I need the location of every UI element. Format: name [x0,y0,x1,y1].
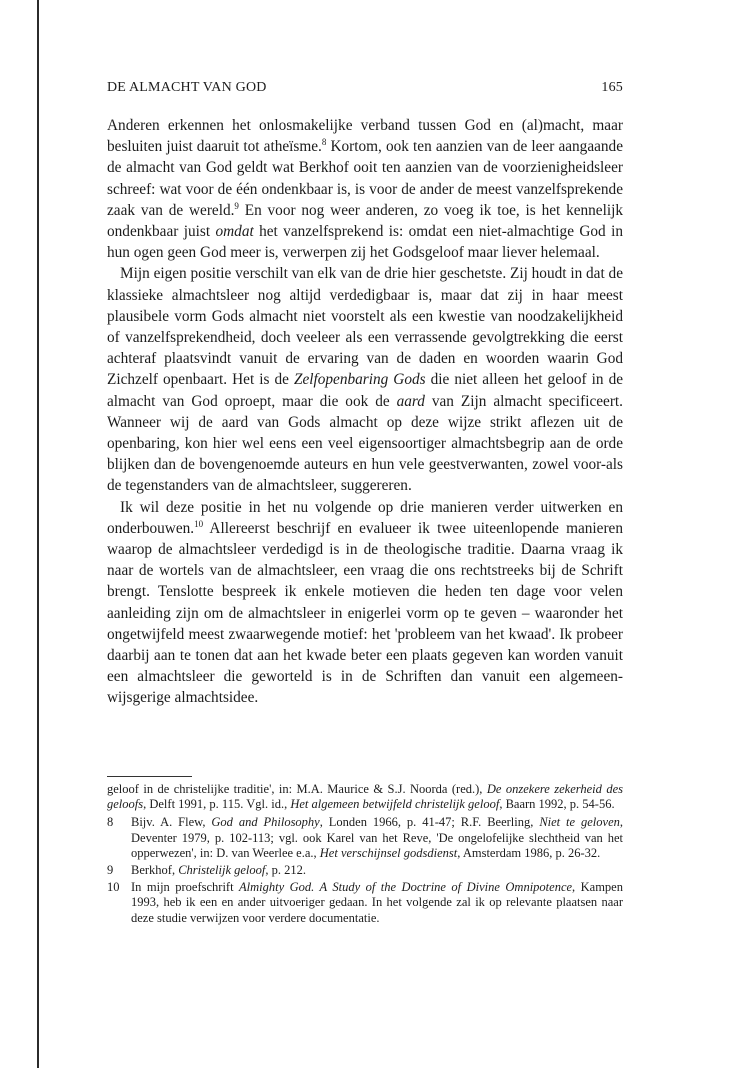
title-italic: Almighty God. A Study of the Doctrine of Divine Omnipotence [239,880,573,895]
title-italic: God and Philosophy [211,815,320,830]
emphasis: omdat [215,223,254,241]
text-span: , Londen 1966, p. 41-47; R.F. Beerling, [319,815,540,830]
text-span: Mijn eigen positie verschilt van elk van de drie hier geschetste. Zij houdt in dat de klassieke almachtsleer nog altijd verdedigbaar is, maar dat zij in haar meest plausibele vorm Gods almacht niet voorstelt als een kwestie van noodzakelijkheid of vanzelfsprekendheid, doch veeleer als een verrassende gevolgtrekking die eerst achteraf plaatsvindt vanuit de ervaring van de daden en woorden waarin God Zichzelf openbaart. Het is de [107,265,623,389]
emphasis: aard [396,392,425,410]
title-italic: Het algemeen betwijfeld christelijk geloof [290,797,500,812]
text-span: , Amsterdam 1986, p. 26-32. [457,845,601,860]
footnote-ref-9[interactable]: 9 [234,200,239,211]
text-span: En voor nog weer anderen, zo voeg ik toe, is het kennelijk ondenkbaar juist [107,201,623,241]
title-italic: Christelijk geloof [178,863,266,878]
footnote-number: 8 [107,815,114,830]
book-page [107,0,623,1068]
text-span: Anderen erkennen het onlosmakelijke verband tussen God en (al)macht, maar besluiten juist daaruit tot atheïsme. [107,117,623,156]
text-span: , Deventer 1979, p. 102-113; vgl. ook Karel van het Reve, 'De ongelofelijke slechtheid van het opperwezen', in: D. van Weerlee e.a., [131,815,623,860]
running-title: DE ALMACHT VAN GOD [107,80,267,95]
text-span: Bijv. A. Flew, [131,815,212,830]
footnote-ref-10[interactable]: 10 [194,518,204,529]
text-span: In mijn proefschrift [131,880,240,895]
paragraph-3 [107,497,623,709]
text-span: , Baarn 1992, p. 54-56. [499,797,615,812]
text-span: van Zijn almacht specificeert. Wanneer wij de aard van Gods almacht op deze wijze strikt aflezen uit de openbaring, kon hier wel eens een veel eigensoortiger almachtsbegrip aan de orde blijken dan de bovengenoemde auteurs en hun vele geestverwanten, zowel voor-als de tegenstanders van de almachtsleer, suggereren. [107,392,623,495]
text-span: het vanzelfsprekend is: omdat een niet-almachtige God in hun ogen geen God meer is, verwerpen zij het Godsgeloof maar liever helemaal. [107,223,623,262]
text-span: geloof in de christelijke traditie', in: M.A. Maurice & S.J. Noorda (red.), [107,782,487,796]
text-span: , p. 212. [265,863,306,878]
text-span: Kortom, ook ten aanzien van de leer aangaande de almacht van God geldt wat Berkhof ooit ten aanzien van de voorzienigheidsleer schreef: wat voor de één ondenkbaar is, is voor de ander de meest vanzelfsprekende zaak van de wereld. [107,138,623,219]
text-span: Ik wil deze positie in het nu volgende op drie manieren verder uitwerken en onderbouwen. [107,498,623,537]
title-italic: De onzekere zekerheid des geloofs [107,782,623,812]
paragraph-1 [107,115,623,263]
footnote-number: 10 [107,880,120,895]
footnote-8 [107,815,623,861]
footnote-number: 9 [107,863,114,878]
footnote-9 [107,863,623,878]
text-span: , Kampen 1993, heb ik een en ander uitvoeriger gedaan. In het volgende zal ik op relevante plaatsen naar deze studie verwijzen voor verdere documentatie. [131,880,623,925]
page-edge-line [37,0,39,1068]
title-italic: Niet te geloven [539,815,620,830]
footnote-10 [107,880,623,926]
running-head [107,80,623,102]
emphasis: Zelfopenbaring Gods [293,371,426,389]
footnote-ref-8[interactable]: 8 [321,137,327,148]
body-text [107,115,623,709]
text-span: , Delft 1991, p. 115. Vgl. id., [143,797,291,812]
footnote-rule [107,776,192,777]
title-italic: Het verschijnsel godsdienst [319,845,458,860]
text-span: die niet alleen het geloof in de almacht van God oproept, maar die ook de [107,371,624,410]
footnotes [107,782,623,928]
paragraph-2 [107,263,623,496]
footnote-continuation [107,782,623,812]
text-span: Berkhof, [131,863,179,878]
text-span: Allereerst beschrijf en evalueer ik twee uiteenlopende manieren waarop de almachtsleer verdedigd is in de theologische traditie. Daarna vraag ik naar de wortels van de almachtsleer, een vraag die ons rechtstreeks bij de Schrift brengt. Tenslotte bespreek ik enkele motieven die heden ten dage voor velen aanleiding zijn om de almachtsleer in enigerlei vorm op te geven – waaronder het ongetwijfeld meest zwaarwegende motief: het 'probleem van het kwaad'. Ik probeer daarbij aan te tonen dat aan het kwade beter een plaats gegeven kan worden vanuit een almachtsleer die geworteld is in de Schriften dan vanuit een algemeen-wijsgerige almachtsidee. [107,519,623,707]
page-number: 165 [601,80,623,95]
